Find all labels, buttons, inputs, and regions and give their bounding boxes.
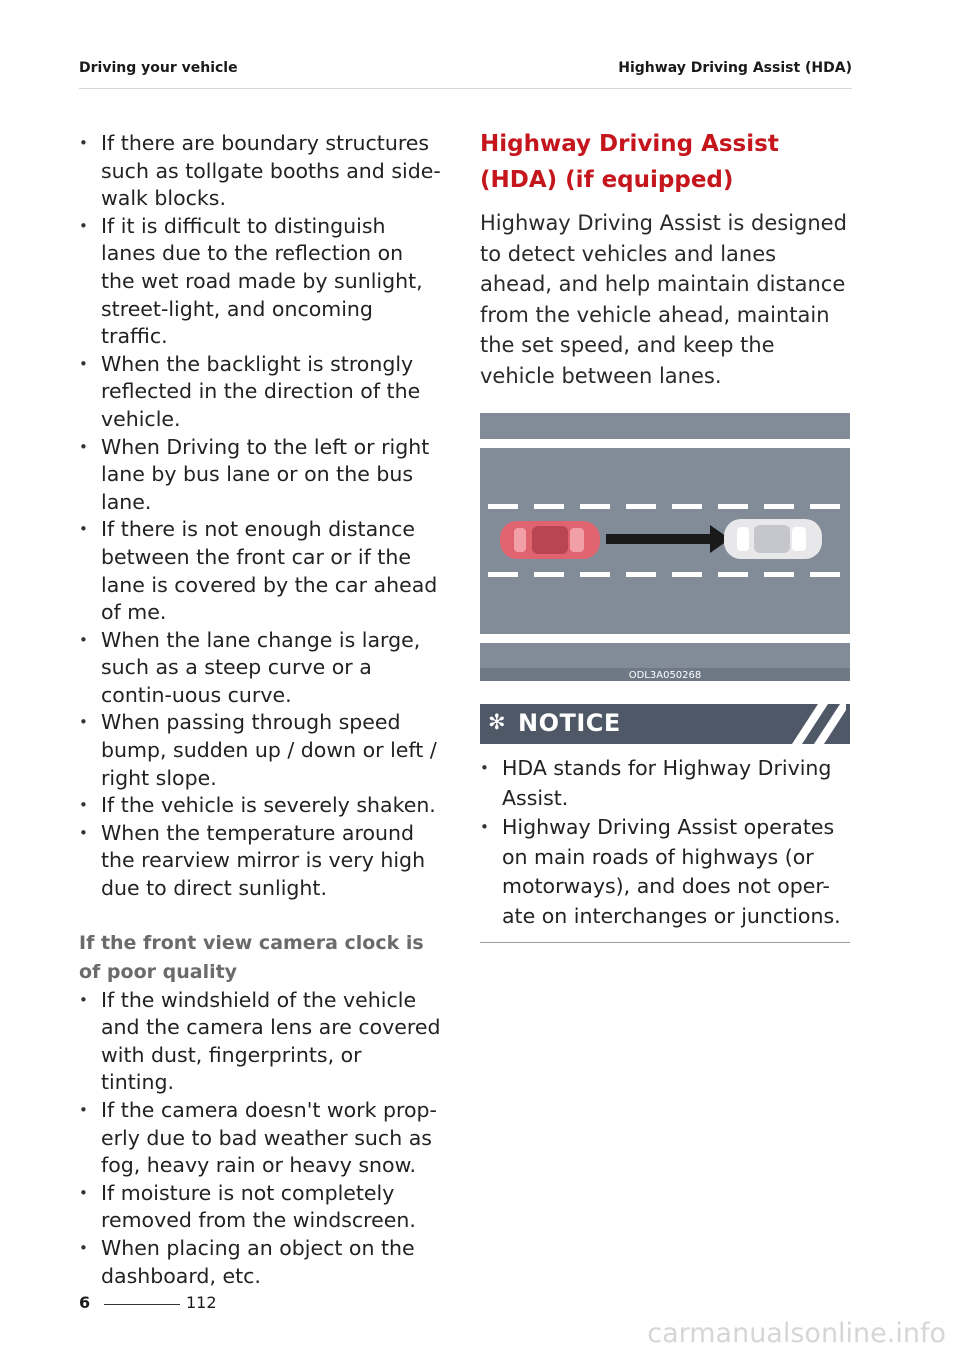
list-item: • If the windshield of the vehicle and the camera lens are covered with dust, fingerprints, or tinting. xyxy=(79,987,441,1097)
lane-dash xyxy=(672,504,702,509)
page-number-rule xyxy=(104,1304,180,1305)
own-car xyxy=(500,521,600,559)
list-item: • If there is not enough distance between the front car or if the lane is covered by the car ahead of me. xyxy=(79,516,441,626)
list-item: • If there are boundary structures such as tollgate booths and side-walk blocks. xyxy=(79,130,441,213)
camera-quality-subheading: If the front view camera clock is of poor quality xyxy=(79,931,424,983)
lane-dash xyxy=(580,572,610,577)
list-item: • If the camera doesn't work prop-erly due to bad weather such as fog, heavy rain or heavy snow. xyxy=(79,1097,441,1180)
notice-end-rule xyxy=(480,942,850,943)
header-rule xyxy=(79,88,852,89)
list-item: • If the vehicle is severely shaken. xyxy=(79,792,441,820)
slash-stripes-icon xyxy=(788,704,846,744)
lane-dash xyxy=(764,572,794,577)
lead-car xyxy=(724,519,822,559)
section-title: Highway Driving Assist (HDA) (if equipped) xyxy=(480,131,779,193)
lane-dash xyxy=(718,504,748,509)
lane-dash xyxy=(488,572,518,577)
list-item: • When the temperature around the rearview mirror is very high due to direct sunlight. xyxy=(79,820,441,903)
list-item: • When the backlight is strongly reflected in the direction of the vehicle. xyxy=(79,351,441,434)
notice-list xyxy=(480,754,850,932)
lane-dash xyxy=(810,504,840,509)
asterisk-icon: ✻ xyxy=(488,710,506,734)
list-item: • When the lane change is large, such as a steep curve or a contin-uous curve. xyxy=(79,627,441,710)
lane-dash xyxy=(672,572,702,577)
lane-dash xyxy=(764,504,794,509)
list-item: • When placing an object on the dashboard, etc. xyxy=(79,1235,441,1290)
chapter-number: 6 xyxy=(79,1293,91,1312)
section-running-title: Highway Driving Assist (HDA) xyxy=(618,60,852,76)
lane-dash xyxy=(488,504,518,509)
hda-illustration xyxy=(480,413,850,681)
lane-dash xyxy=(718,572,748,577)
page-number: 112 xyxy=(186,1293,217,1312)
lane-dash xyxy=(626,572,656,577)
lane-dash xyxy=(810,572,840,577)
figure-code: ODL3A050268 xyxy=(628,670,702,681)
road-diagram xyxy=(480,413,850,681)
list-item: • If moisture is not completely removed from the windscreen. xyxy=(79,1180,441,1235)
right-column xyxy=(480,126,850,943)
camera-conditions-list xyxy=(79,987,441,1291)
list-item: • Highway Driving Assist operates on main roads of highways (or motorways), and does not oper-ate on interchanges or junctions. xyxy=(480,813,850,931)
intro-paragraph: Highway Driving Assist is designed to detect vehicles and lanes ahead, and help maintain distance from the vehicle ahead, maintain the set speed, and keep the vehicle between lanes. xyxy=(480,211,847,388)
lane-dash xyxy=(626,504,656,509)
road-strip-top xyxy=(480,413,850,439)
list-item: • When passing through speed bump, sudden up / down or left / right slope. xyxy=(79,709,441,792)
list-item: • HDA stands for Highway Driving Assist. xyxy=(480,754,850,813)
watermark: carmanualsonline.info xyxy=(647,1318,946,1349)
list-item: • When Driving to the left or right lane by bus lane or on the bus lane. xyxy=(79,434,441,517)
notice-body xyxy=(480,754,850,932)
list-item: • If it is difficult to distinguish lanes due to the reflection on the wet road made by sunlight, street-light, and oncoming traffic. xyxy=(79,213,441,351)
lane-dash xyxy=(534,572,564,577)
left-column xyxy=(79,130,441,1290)
notice-label: NOTICE xyxy=(518,709,621,737)
chapter-title: Driving your vehicle xyxy=(79,60,238,76)
lane-dash xyxy=(580,504,610,509)
lane-dash xyxy=(534,504,564,509)
conditions-list xyxy=(79,130,441,903)
notice-header xyxy=(480,704,850,744)
